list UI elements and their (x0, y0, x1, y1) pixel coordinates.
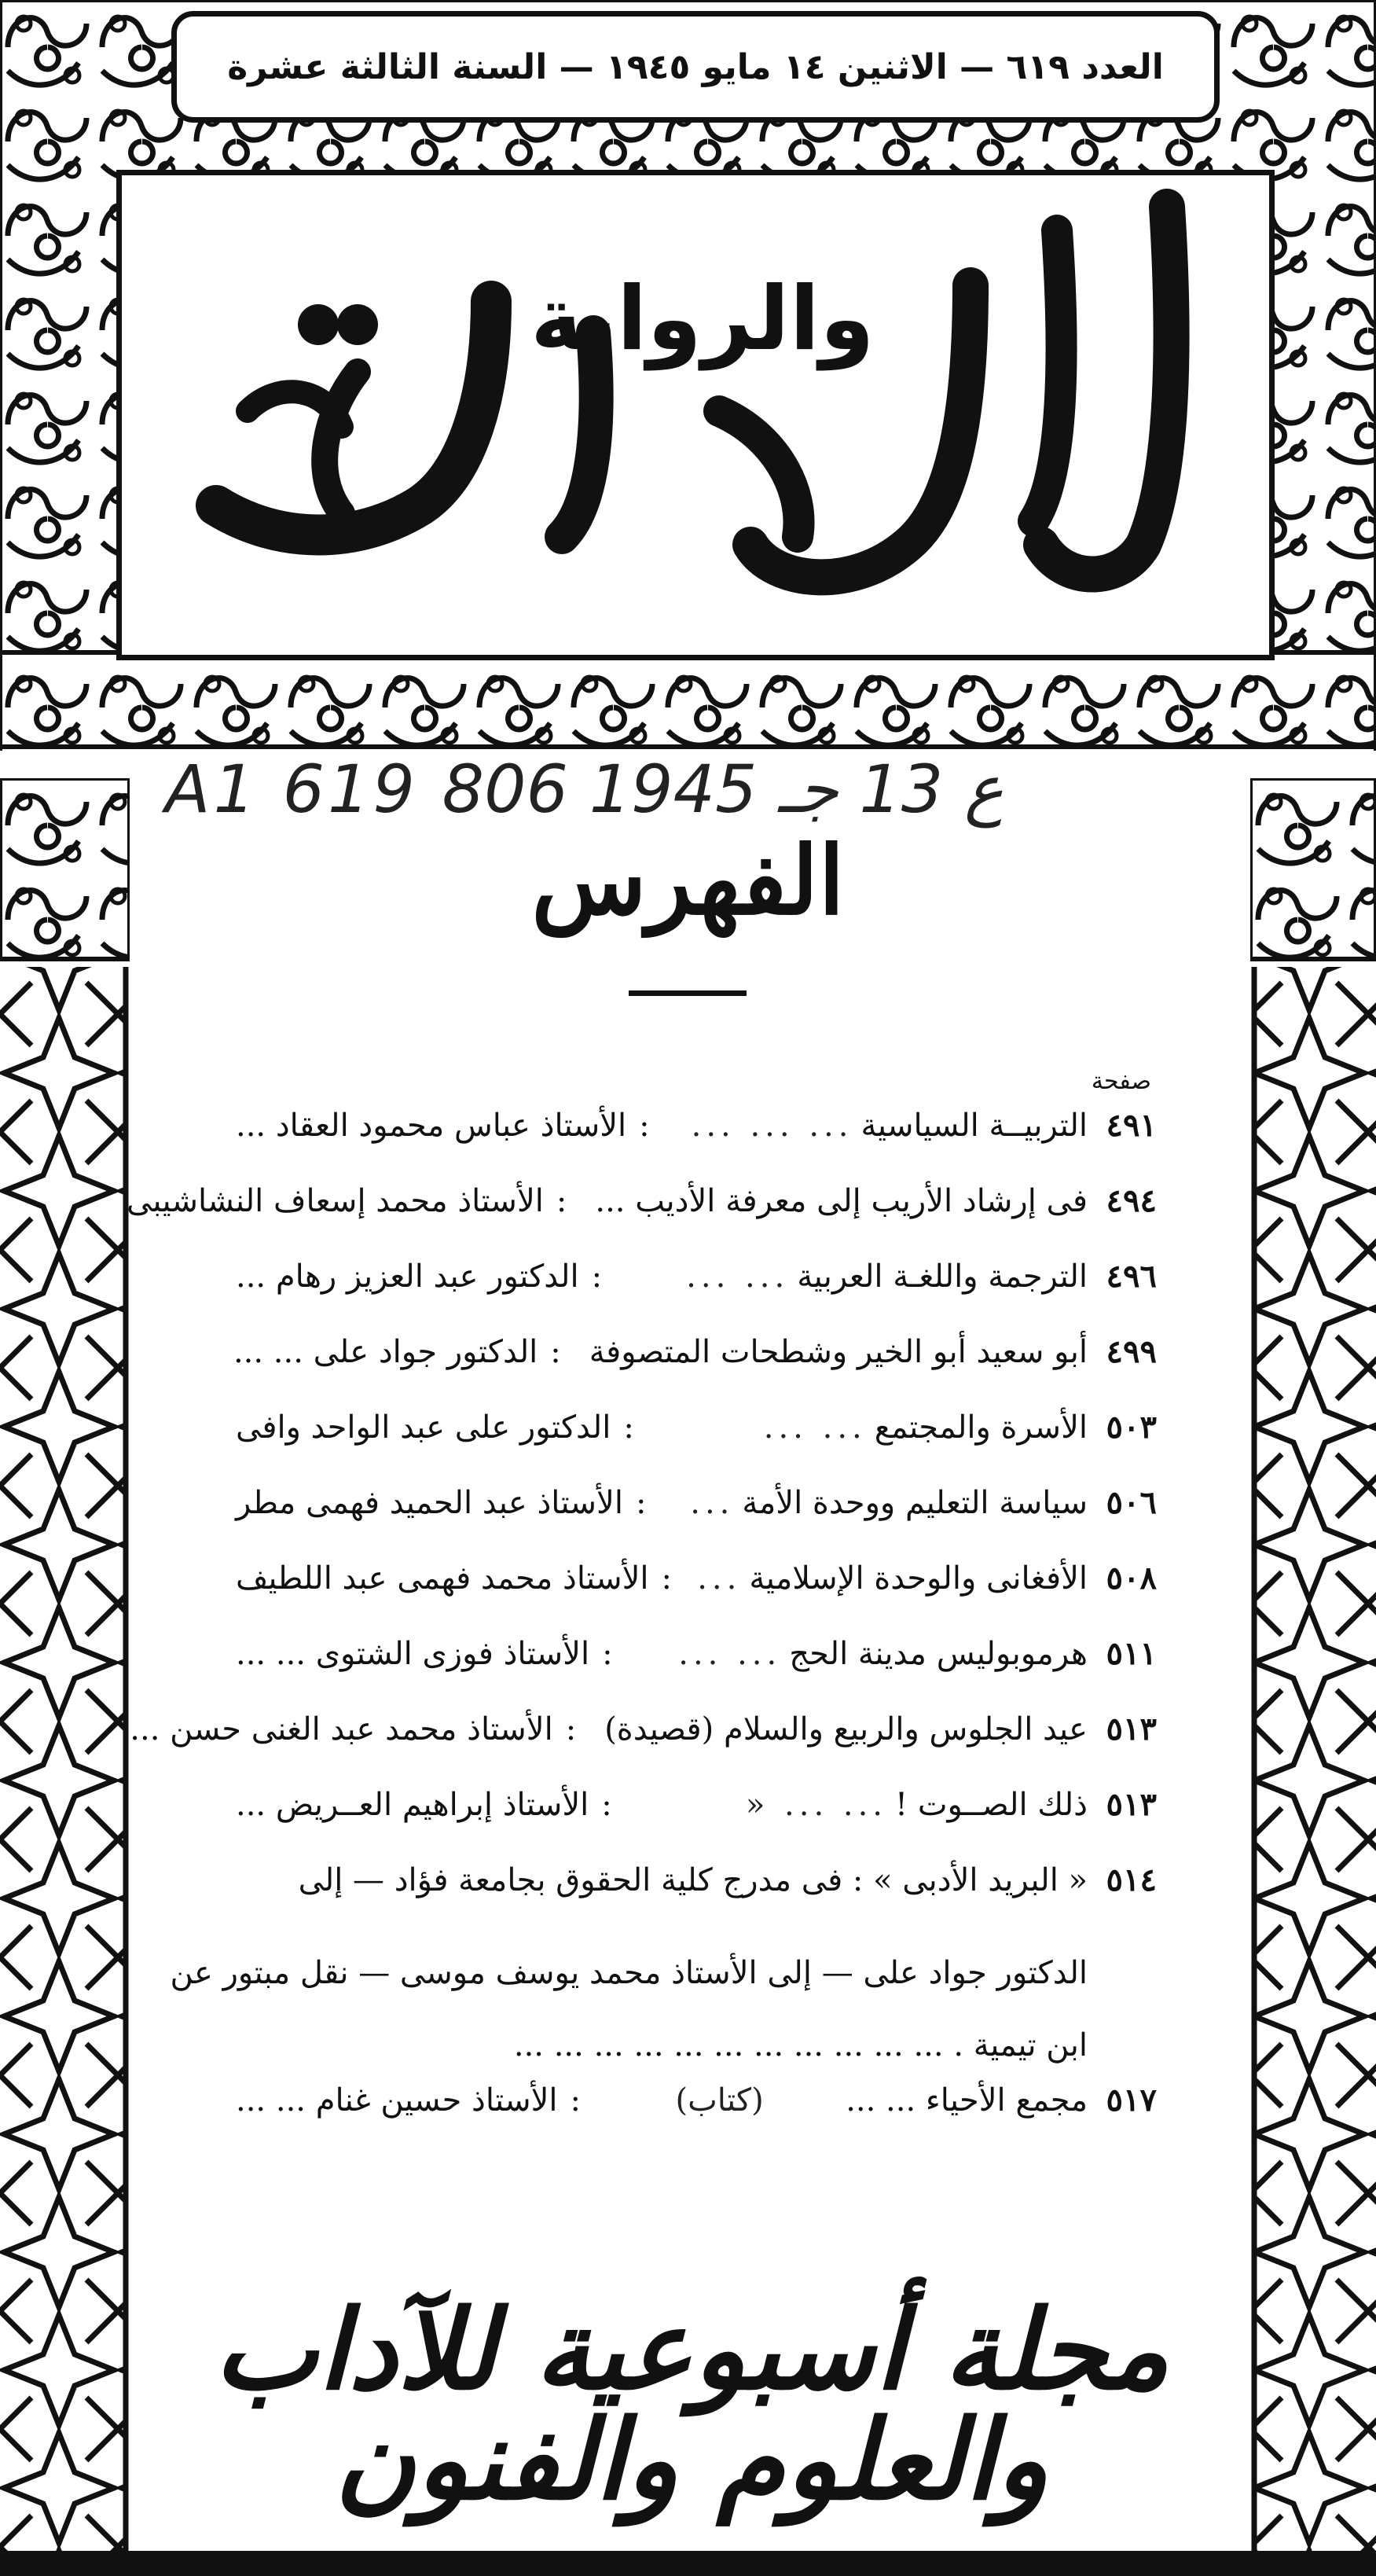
toc-leader: ... ... (763, 1409, 867, 1446)
toc-row: ٥٠٦ سياسة التعليم ووحدة الأمة ... : الأستاذ عبد الحميد فهمى مطر (236, 1484, 1157, 1521)
toc-page-number: ٤٩٤ (1106, 1182, 1157, 1219)
toc-leader: ... ... ... (691, 1108, 853, 1144)
toc-page-number: ٥١٣ (1106, 1711, 1157, 1747)
toc-page-number: ٥١٤ (1106, 1861, 1157, 1898)
toc-author: الدكتور جواد على ... ... (233, 1334, 538, 1370)
toc-mail-line-2: الدكتور جواد على — إلى الأستاذ محمد يوسف موسى — نقل مبتور عن (170, 1955, 1088, 1991)
toc-article-title: التربيــة السياسية (860, 1108, 1088, 1144)
toc-author: الأستاذ عبد الحميد فهمى مطر (236, 1485, 623, 1521)
toc-row-literary-mail (170, 1861, 1157, 2082)
toc-row: ٥٠٣ الأسرة والمجتمع ... ... : الدكتور على عبد الواحد وافى (236, 1409, 1157, 1446)
right-geometric-border (1250, 778, 1376, 2551)
toc-article-title: سياسة التعليم ووحدة الأمة (742, 1485, 1088, 1521)
toc-leader: (كتاب) (675, 2082, 764, 2118)
toc-mail-line-3: ابن تيمية . ... ... ... ... ... ... ... ... ... ... ... (513, 2027, 1088, 2063)
toc-page-number: ٥٠٨ (1106, 1560, 1157, 1597)
toc-author: الأستاذ محمد إسعاف النشاشيبى (127, 1183, 544, 1219)
toc-article-title: الترجمة واللغـة العربية (797, 1259, 1088, 1295)
toc-leader: ... (690, 1485, 735, 1521)
issue-info-box (171, 11, 1220, 123)
toc-author: الدكتور عبد العزيز رهام ... (236, 1259, 579, 1295)
toc-page-number: ٥١١ (1106, 1635, 1157, 1672)
magazine-tagline: مجلة أسبوعية للآداب والعلوم والفنون (214, 2286, 1169, 2525)
toc-author: الأستاذ فوزى الشتوى ... ... (236, 1636, 590, 1672)
toc-author: الدكتور على عبد الواحد وافى (236, 1409, 611, 1446)
toc-author: الأستاذ عباس محمود العقاد ... (236, 1108, 627, 1144)
toc-leader: ... ... (686, 1259, 790, 1295)
handwritten-catalog-note: A1 619 ع 13 جـ 1945 806 (165, 751, 1004, 828)
toc-row: ٥١١ هرموبوليس مدينة الحج ... ... : الأستاذ فوزى الشتوى ... ... (236, 1635, 1157, 1672)
title-divider (629, 990, 747, 996)
scan-edge-bar (0, 2551, 1376, 2576)
toc-page-number: ٥١٣ (1106, 1786, 1157, 1823)
toc-author: الأستاذ محمد فهمى عبد اللطيف (236, 1560, 649, 1597)
toc-article-title: أبو سعيد أبو الخير وشطحات المتصوفة (589, 1334, 1088, 1370)
toc-mail-line-1: « البريد الأدبى » : فى مدرج كلية الحقوق بجامعة فؤاد — إلى (298, 1862, 1088, 1898)
toc-page-number: ٤٩١ (1106, 1107, 1157, 1144)
toc-page-number: ٥٠٣ (1106, 1409, 1157, 1446)
toc-row: ٤٩٩ أبو سعيد أبو الخير وشطحات المتصوفة : الدكتور جواد على ... ... (233, 1333, 1157, 1370)
toc-page-number: ٤٩٦ (1106, 1258, 1157, 1295)
toc-row: ٥١٣ ذلك الصــوت ! ... ... « : الأستاذ إبراهيم العــريض ... (236, 1786, 1157, 1823)
toc-author: الأستاذ حسين غنام ... ... (236, 2082, 558, 2118)
toc-author: الأستاذ محمد عبد الغنى حسن ... (130, 1711, 553, 1747)
toc-article-title: الأفغانى والوحدة الإسلامية (749, 1560, 1088, 1597)
toc-article-title: ذلك الصــوت ! (895, 1787, 1088, 1823)
page-column-header: صفحة (1091, 1068, 1151, 1095)
toc-leader: ... ... « (745, 1787, 888, 1823)
table-of-contents (127, 1107, 1157, 2157)
toc-row: ٤٩٤ فى إرشاد الأريب إلى معرفة الأديب ... : الأستاذ محمد إسعاف النشاشيبى (127, 1182, 1157, 1219)
toc-row: ٥٠٨ الأفغانى والوحدة الإسلامية ... : الأستاذ محمد فهمى عبد اللطيف (236, 1560, 1157, 1597)
toc-page-number: ٥١٧ (1106, 2082, 1157, 2118)
masthead-calligraphy-logo (122, 175, 1269, 655)
toc-row: ٤٩١ التربيــة السياسية ... ... ... : الأستاذ عباس محمود العقاد ... (236, 1107, 1157, 1144)
masthead-subtitle: والرواية (530, 268, 875, 370)
toc-article-title: فى إرشاد الأريب إلى معرفة الأديب ... (595, 1183, 1088, 1219)
toc-page-number: ٥٠٦ (1106, 1484, 1157, 1521)
toc-row: ٤٩٦ الترجمة واللغـة العربية ... ... : الدكتور عبد العزيز رهام ... (236, 1258, 1157, 1295)
toc-leader: ... ... (678, 1636, 782, 1672)
index-title: الفهرس (531, 825, 845, 936)
toc-row: ٥١٣ عيد الجلوس والربيع والسلام (قصيدة) : الأستاذ محمد عبد الغنى حسن ... (130, 1711, 1157, 1747)
issue-line: العدد ٦١٩ — الاثنين ١٤ مايو ١٩٤٥ — السنة الثالثة عشرة (227, 46, 1164, 87)
left-geometric-border (0, 778, 130, 2551)
toc-page-number: ٤٩٩ (1106, 1333, 1157, 1370)
toc-article-title: هرموبوليس مدينة الحج (789, 1636, 1088, 1672)
toc-article-title: الأسرة والمجتمع (874, 1409, 1088, 1446)
toc-article-title: مجمع الأحياء ... ... (846, 2082, 1088, 2118)
toc-row: ٥١٧ مجمع الأحياء ... ... (كتاب) : الأستاذ حسين غنام ... ... (236, 2082, 1157, 2118)
toc-author: الأستاذ إبراهيم العــريض ... (236, 1787, 589, 1823)
masthead-box (116, 170, 1275, 660)
toc-leader: ... (697, 1560, 742, 1597)
toc-article-title: عيد الجلوس والربيع والسلام (قصيدة) (604, 1711, 1088, 1747)
